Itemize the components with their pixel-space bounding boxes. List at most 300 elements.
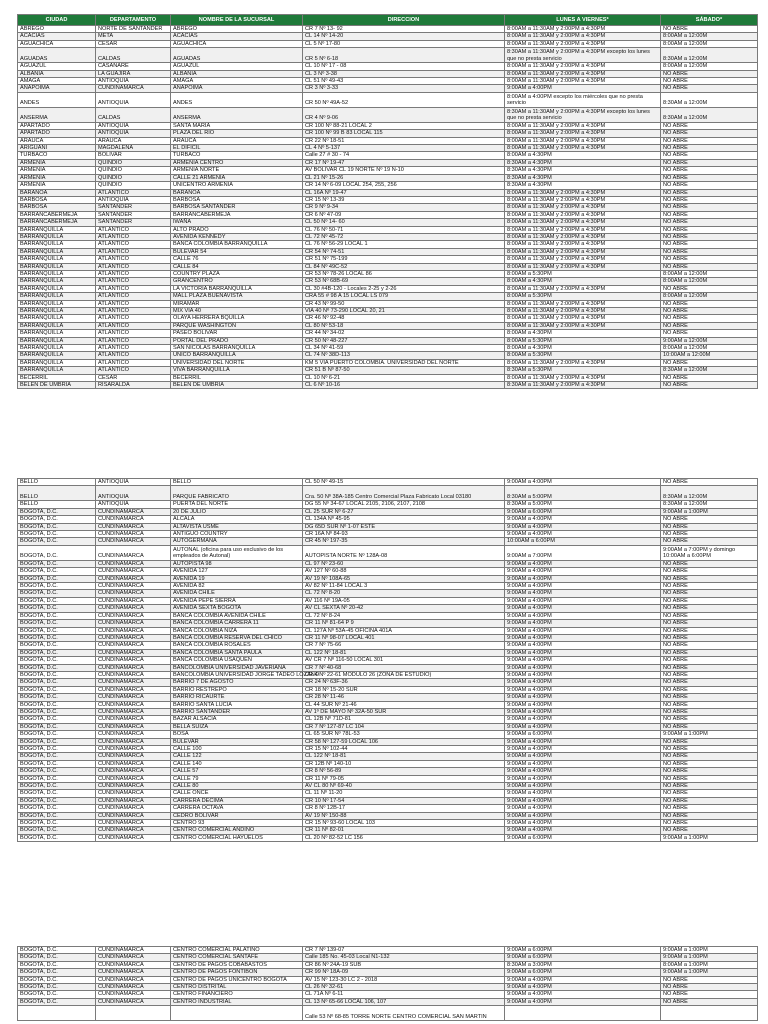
cell-lunes-a-viernes: 8:30AM a 11:30AM y 2:00PM a 4:30PM excepto los lunes que no presta servicio bbox=[505, 107, 661, 122]
table-row bbox=[18, 834, 758, 841]
table-row bbox=[18, 805, 758, 812]
cell-sucursal: AVENIDA 19 bbox=[171, 575, 303, 582]
cell-direccion: CL 25 SUR Nº 6-27 bbox=[303, 508, 505, 515]
cell-sabado: 9:00AM a 1:00PM bbox=[661, 834, 758, 841]
cell-sabado: NO ABRE bbox=[661, 701, 758, 708]
cell-departamento: CUNDINAMARCA bbox=[96, 686, 171, 693]
cell-sabado: NO ABRE bbox=[661, 679, 758, 686]
cell-departamento: CUNDINAMARCA bbox=[96, 671, 171, 678]
cell-sucursal: BANCA COLOMBIA BARRANQUILLA bbox=[171, 241, 303, 248]
cell-direccion: CR 43 Nº 99-50 bbox=[303, 300, 505, 307]
table-row bbox=[18, 827, 758, 834]
table-row bbox=[18, 374, 758, 381]
cell-lunes-a-viernes: 9:00AM a 4:00PM bbox=[505, 768, 661, 775]
cell-ciudad: BARRANQUILLA bbox=[18, 248, 96, 255]
cell-ciudad: AGUADAS bbox=[18, 48, 96, 63]
cell-sabado: NO ABRE bbox=[661, 226, 758, 233]
cell-sabado: 9:00AM a 7:00PM y domingo 10:00AM a 6:00PM bbox=[661, 545, 758, 560]
cell-departamento: CUNDINAMARCA bbox=[96, 85, 171, 92]
cell-sabado: 9:00AM a 1:00PM bbox=[661, 969, 758, 976]
cell-ciudad: BOGOTA, D.C. bbox=[18, 523, 96, 530]
cell-ciudad: ANAPOIMA bbox=[18, 85, 96, 92]
cell-departamento: CUNDINAMARCA bbox=[96, 984, 171, 991]
table-row bbox=[18, 167, 758, 174]
cell-departamento: CUNDINAMARCA bbox=[96, 575, 171, 582]
header-direccion: DIRECCION bbox=[303, 15, 505, 26]
cell-ciudad: BELEN DE UMBRIA bbox=[18, 382, 96, 389]
cell-departamento: CUNDINAMARCA bbox=[96, 657, 171, 664]
cell-sabado: NO ABRE bbox=[661, 790, 758, 797]
cell-departamento: MAGDALENA bbox=[96, 145, 171, 152]
cell-sabado: NO ABRE bbox=[661, 605, 758, 612]
cell-departamento: ANTIOQUIA bbox=[96, 501, 171, 508]
cell-lunes-a-viernes: 9:00AM a 4:00PM bbox=[505, 597, 661, 604]
cell-lunes-a-viernes: 8:00AM a 11:30AM y 2:00PM a 4:30PM bbox=[505, 211, 661, 218]
cell-sucursal: BULEVAR 54 bbox=[171, 248, 303, 255]
cell-departamento: ANTIOQUIA bbox=[96, 92, 171, 107]
cell-sabado: NO ABRE bbox=[661, 991, 758, 998]
cell-ciudad: BOGOTA, D.C. bbox=[18, 664, 96, 671]
table-row bbox=[18, 278, 758, 285]
cell-ciudad: BOGOTA, D.C. bbox=[18, 954, 96, 961]
cell-lunes-a-viernes: 9:00AM a 6:00PM bbox=[505, 508, 661, 515]
table-row bbox=[18, 969, 758, 976]
table-row bbox=[18, 501, 758, 508]
cell-sabado: NO ABRE bbox=[661, 359, 758, 366]
cell-lunes-a-viernes: 8:30AM a 11:30AM y 2:00PM a 4:30PM bbox=[505, 382, 661, 389]
cell-direccion: CL 5 Nº 17-80 bbox=[303, 40, 505, 47]
cell-sucursal: BANCA COLOMBIA AVENIDA CHILE bbox=[171, 612, 303, 619]
cell-lunes-a-viernes: 9:00AM a 7:00PM bbox=[505, 545, 661, 560]
cell-departamento: CUNDINAMARCA bbox=[96, 954, 171, 961]
cell-sucursal: BANCA COLOMBIA RESERVA DEL CHICO bbox=[171, 634, 303, 641]
cell-departamento: ATLANTICO bbox=[96, 248, 171, 255]
cell-direccion: CR 53 Nº 78-26 LOCAL 86 bbox=[303, 270, 505, 277]
cell-lunes-a-viernes: 9:00AM a 4:00PM bbox=[505, 605, 661, 612]
cell-sabado: NO ABRE bbox=[661, 322, 758, 329]
cell-lunes-a-viernes: 9:00AM a 6:00PM bbox=[505, 969, 661, 976]
cell-departamento: CUNDINAMARCA bbox=[96, 812, 171, 819]
table-row bbox=[18, 359, 758, 366]
cell-direccion: CL 122 Nº 18-81 bbox=[303, 649, 505, 656]
cell-sucursal: IWAÑA bbox=[171, 219, 303, 226]
cell-sucursal: BARBOSA SANTANDER bbox=[171, 204, 303, 211]
cell-departamento: SANTANDER bbox=[96, 204, 171, 211]
cell-ciudad: ABREGO bbox=[18, 26, 96, 33]
cell-ciudad: BARRANQUILLA bbox=[18, 226, 96, 233]
table-row bbox=[18, 627, 758, 634]
cell-direccion: CR 17 Nº 19-47 bbox=[303, 159, 505, 166]
cell-sucursal: BANCA COLOMBIA NIZA bbox=[171, 627, 303, 634]
cell-sabado: NO ABRE bbox=[661, 196, 758, 203]
table-row bbox=[18, 211, 758, 218]
cell-departamento: LA GUAJIRA bbox=[96, 70, 171, 77]
cell-departamento: ATLANTICO bbox=[96, 189, 171, 196]
cell-departamento: META bbox=[96, 33, 171, 40]
cell-ciudad: APARTADO bbox=[18, 130, 96, 137]
table-row bbox=[18, 130, 758, 137]
table-row bbox=[18, 315, 758, 322]
cell-sucursal: CALLE 79 bbox=[171, 775, 303, 782]
cell-direccion: CL 50 Nº 14- 60 bbox=[303, 219, 505, 226]
cell-lunes-a-viernes: 8:00AM a 11:30AM y 2:00PM a 4:30PM bbox=[505, 374, 661, 381]
cell-departamento: SANTANDER bbox=[96, 211, 171, 218]
cell-ciudad: BARRANQUILLA bbox=[18, 322, 96, 329]
table-row bbox=[18, 746, 758, 753]
cell-ciudad: BOGOTA, D.C. bbox=[18, 657, 96, 664]
cell-sabado: NO ABRE bbox=[661, 768, 758, 775]
cell-sabado: NO ABRE bbox=[661, 708, 758, 715]
cell-sabado: NO ABRE bbox=[661, 130, 758, 137]
table-row bbox=[18, 947, 758, 954]
table-row bbox=[18, 694, 758, 701]
table-row bbox=[18, 664, 758, 671]
cell-departamento: CUNDINAMARCA bbox=[96, 634, 171, 641]
cell-departamento: QUINDIO bbox=[96, 167, 171, 174]
cell-sabado: 8:00AM a 12:00M bbox=[661, 278, 758, 285]
table-row bbox=[18, 145, 758, 152]
cell-sabado: 8:00AM a 12:00M bbox=[661, 40, 758, 47]
table-row bbox=[18, 196, 758, 203]
table-row bbox=[18, 961, 758, 968]
table-row bbox=[18, 174, 758, 181]
table-row bbox=[18, 642, 758, 649]
cell-sabado: 9:00AM a 1:00PM bbox=[661, 947, 758, 954]
cell-sucursal: CARRERA DECIMA bbox=[171, 797, 303, 804]
cell-sabado: NO ABRE bbox=[661, 760, 758, 767]
cell-direccion: Cra. 50 Nº 38A-185 Centro Comercial Plaza Fabricato Local 03180 bbox=[303, 486, 505, 501]
cell-sucursal: BARANOA bbox=[171, 189, 303, 196]
cell-sabado: NO ABRE bbox=[661, 159, 758, 166]
cell-lunes-a-viernes: 8:00AM a 5:30PM bbox=[505, 270, 661, 277]
cell-sabado: NO ABRE bbox=[661, 516, 758, 523]
cell-lunes-a-viernes: 8:00AM a 11:30AM y 2:00PM a 4:30PM bbox=[505, 256, 661, 263]
table-row bbox=[18, 219, 758, 226]
cell-departamento: ANTIOQUIA bbox=[96, 130, 171, 137]
cell-sabado: 8:30AM a 12:00M bbox=[661, 48, 758, 63]
cell-direccion: CR 7 Nº 139-07 bbox=[303, 947, 505, 954]
table-row bbox=[18, 575, 758, 582]
cell-sucursal: CENTRO COMERCIAL SANTAFE bbox=[171, 954, 303, 961]
cell-departamento: CUNDINAMARCA bbox=[96, 827, 171, 834]
table-row bbox=[18, 649, 758, 656]
branches-table-section-3 bbox=[17, 946, 758, 1021]
cell-lunes-a-viernes: 9:00AM a 4:00PM bbox=[505, 642, 661, 649]
cell-sucursal: ALBANIA bbox=[171, 70, 303, 77]
header-lunes-a-viernes: LUNES A VIERNES* bbox=[505, 15, 661, 26]
cell-direccion: CL 50 Nº 49-15 bbox=[303, 479, 505, 486]
cell-sabado: NO ABRE bbox=[661, 382, 758, 389]
cell-sucursal: ANDES bbox=[171, 92, 303, 107]
cell-sucursal: EL DIFICIL bbox=[171, 145, 303, 152]
cell-direccion: CR 7 Nº 13- 92 bbox=[303, 26, 505, 33]
cell-direccion: CR 15 Nº 102-44 bbox=[303, 746, 505, 753]
cell-lunes-a-viernes: 9:00AM a 4:00PM bbox=[505, 679, 661, 686]
cell-direccion: CR 7 Nº 40-68 bbox=[303, 664, 505, 671]
cell-direccion: CR 12B Nº 140-10 bbox=[303, 760, 505, 767]
cell-departamento: CESAR bbox=[96, 40, 171, 47]
cell-sucursal: LA VICTORIA BARRANQUILLA bbox=[171, 285, 303, 292]
table-row bbox=[18, 508, 758, 515]
header-sabado: SÁBADO* bbox=[661, 15, 758, 26]
cell-sabado: NO ABRE bbox=[661, 174, 758, 181]
table-row bbox=[18, 560, 758, 567]
cell-direccion: CL 4 Nº 5-137 bbox=[303, 145, 505, 152]
table-row bbox=[18, 731, 758, 738]
cell-sucursal: CENTRO DE PAGOS COBABASTOS bbox=[171, 961, 303, 968]
cell-departamento: ATLANTICO bbox=[96, 308, 171, 315]
cell-lunes-a-viernes: 9:00AM a 4:00PM bbox=[505, 516, 661, 523]
cell-sabado: NO ABRE bbox=[661, 664, 758, 671]
cell-sucursal: ANTIGUO COUNTRY bbox=[171, 531, 303, 538]
cell-lunes-a-viernes: 9:00AM a 4:00PM bbox=[505, 479, 661, 486]
table-row bbox=[18, 620, 758, 627]
cell-sabado: NO ABRE bbox=[661, 263, 758, 270]
cell-direccion: CL 10 Nº 17 - 08 bbox=[303, 63, 505, 70]
cell-sucursal: GRANCENTRO bbox=[171, 278, 303, 285]
cell-sucursal: PARQUE WASHINGTON bbox=[171, 322, 303, 329]
cell-sabado: NO ABRE bbox=[661, 820, 758, 827]
cell-sabado: NO ABRE bbox=[661, 686, 758, 693]
cell-departamento: CUNDINAMARCA bbox=[96, 605, 171, 612]
cell-sucursal: BECERRIL bbox=[171, 374, 303, 381]
cell-lunes-a-viernes: 9:00AM a 4:00PM bbox=[505, 634, 661, 641]
cell-departamento: CUNDINAMARCA bbox=[96, 716, 171, 723]
cell-direccion: CR 46 Nº 92-48 bbox=[303, 315, 505, 322]
cell-sucursal: CENTRO COMERCIAL ANDINO bbox=[171, 827, 303, 834]
cell-ciudad: BOGOTA, D.C. bbox=[18, 545, 96, 560]
cell-ciudad: BARRANQUILLA bbox=[18, 233, 96, 240]
cell-sabado: 8:00AM a 12:00M bbox=[661, 270, 758, 277]
table-row bbox=[18, 812, 758, 819]
cell-departamento: CESAR bbox=[96, 374, 171, 381]
cell-lunes-a-viernes: 9:00AM a 4:00PM bbox=[505, 746, 661, 753]
table-row bbox=[18, 701, 758, 708]
cell-departamento: ANTIOQUIA bbox=[96, 486, 171, 501]
cell-departamento: CUNDINAMARCA bbox=[96, 738, 171, 745]
cell-lunes-a-viernes: 8:00AM a 4:30PM bbox=[505, 330, 661, 337]
cell-sabado: NO ABRE bbox=[661, 241, 758, 248]
table-row bbox=[18, 998, 758, 1005]
table-row bbox=[18, 760, 758, 767]
cell-direccion: AV 82 Nº 11-84 LOCAL 3 bbox=[303, 583, 505, 590]
cell-ciudad: BELLO bbox=[18, 479, 96, 486]
cell-ciudad: BOGOTA, D.C. bbox=[18, 612, 96, 619]
table-row bbox=[18, 367, 758, 374]
cell-sucursal: MALL PLAZA BUENAVISTA bbox=[171, 293, 303, 300]
table-row bbox=[18, 256, 758, 263]
cell-sucursal: CALLE 21 ARMENIA bbox=[171, 174, 303, 181]
cell-sucursal: BARBOSA bbox=[171, 196, 303, 203]
cell-sucursal: CEDRO BOLIVAR bbox=[171, 812, 303, 819]
cell-departamento: CUNDINAMARCA bbox=[96, 560, 171, 567]
cell-sabado: NO ABRE bbox=[661, 583, 758, 590]
cell-lunes-a-viernes: 9:00AM a 4:00PM bbox=[505, 531, 661, 538]
cell-departamento: CUNDINAMARCA bbox=[96, 701, 171, 708]
cell-lunes-a-viernes: 9:00AM a 4:00PM bbox=[505, 686, 661, 693]
cell-direccion: CL 97 Nº 23-60 bbox=[303, 560, 505, 567]
cell-sucursal: AUTOGERMANA bbox=[171, 538, 303, 545]
cell-sabado: NO ABRE bbox=[661, 694, 758, 701]
cell-ciudad: BOGOTA, D.C. bbox=[18, 568, 96, 575]
cell-departamento bbox=[96, 1006, 171, 1021]
cell-ciudad: BOGOTA, D.C. bbox=[18, 708, 96, 715]
cell-sucursal: BANCA COLOMBIA CARRERA 11 bbox=[171, 620, 303, 627]
cell-lunes-a-viernes: 8:00AM a 11:30AM y 2:00PM a 4:30PM bbox=[505, 70, 661, 77]
cell-ciudad: BARBOSA bbox=[18, 196, 96, 203]
cell-lunes-a-viernes: 9:00AM a 4:00PM bbox=[505, 85, 661, 92]
cell-lunes-a-viernes: 8:00AM a 11:30AM y 2:00PM a 4:30PM bbox=[505, 145, 661, 152]
cell-ciudad: ANDES bbox=[18, 92, 96, 107]
cell-lunes-a-viernes: 9:00AM a 4:00PM bbox=[505, 657, 661, 664]
cell-sabado: NO ABRE bbox=[661, 256, 758, 263]
cell-lunes-a-viernes: 8:30AM a 5:00PM bbox=[505, 486, 661, 501]
cell-sabado: NO ABRE bbox=[661, 753, 758, 760]
cell-lunes-a-viernes bbox=[505, 1006, 661, 1021]
cell-lunes-a-viernes: 9:00AM a 4:00PM bbox=[505, 820, 661, 827]
cell-sabado: NO ABRE bbox=[661, 167, 758, 174]
cell-sabado: NO ABRE bbox=[661, 211, 758, 218]
cell-sabado: 8:00AM a 1:00PM bbox=[661, 961, 758, 968]
cell-sabado: NO ABRE bbox=[661, 612, 758, 619]
table-body bbox=[18, 947, 758, 1021]
cell-sabado: NO ABRE bbox=[661, 976, 758, 983]
cell-direccion: CL 21 Nº 15-26 bbox=[303, 174, 505, 181]
cell-direccion: CR 100 Nº 88-21 LOCAL 2 bbox=[303, 122, 505, 129]
cell-departamento: ARAUCA bbox=[96, 137, 171, 144]
cell-lunes-a-viernes: 8:00AM a 5:30PM bbox=[505, 352, 661, 359]
cell-ciudad: BOGOTA, D.C. bbox=[18, 746, 96, 753]
cell-direccion: CR 44 Nº 34-02 bbox=[303, 330, 505, 337]
cell-lunes-a-viernes: 8:30AM a 4:30PM bbox=[505, 182, 661, 189]
cell-departamento: ATLANTICO bbox=[96, 315, 171, 322]
cell-ciudad: ARMENIA bbox=[18, 167, 96, 174]
cell-lunes-a-viernes: 8:30AM a 5:30PM bbox=[505, 367, 661, 374]
cell-departamento: CUNDINAMARCA bbox=[96, 753, 171, 760]
cell-direccion: CL 14 Nº 14-20 bbox=[303, 33, 505, 40]
cell-sabado: NO ABRE bbox=[661, 285, 758, 292]
cell-ciudad: BARRANCABERMEJA bbox=[18, 211, 96, 218]
cell-sucursal: ABREGO bbox=[171, 26, 303, 33]
cell-departamento: CUNDINAMARCA bbox=[96, 760, 171, 767]
table-row bbox=[18, 382, 758, 389]
cell-direccion: CL 122 Nº 18-81 bbox=[303, 753, 505, 760]
cell-lunes-a-viernes: 9:00AM a 4:00PM bbox=[505, 738, 661, 745]
cell-lunes-a-viernes: 9:00AM a 4:00PM bbox=[505, 701, 661, 708]
cell-lunes-a-viernes: 8:00AM a 5:30PM bbox=[505, 337, 661, 344]
cell-lunes-a-viernes: 9:00AM a 4:00PM bbox=[505, 583, 661, 590]
cell-ciudad: TURBACO bbox=[18, 152, 96, 159]
cell-sabado: NO ABRE bbox=[661, 219, 758, 226]
cell-lunes-a-viernes: 9:00AM a 4:00PM bbox=[505, 797, 661, 804]
cell-departamento: ANTIOQUIA bbox=[96, 122, 171, 129]
cell-direccion: CL 3 Nº 3-38 bbox=[303, 70, 505, 77]
cell-direccion: CL 72 Nº 8-20 bbox=[303, 590, 505, 597]
table-row bbox=[18, 605, 758, 612]
cell-sucursal: ARMENIA NORTE bbox=[171, 167, 303, 174]
cell-departamento: ATLANTICO bbox=[96, 285, 171, 292]
cell-sabado: NO ABRE bbox=[661, 783, 758, 790]
cell-ciudad: BOGOTA, D.C. bbox=[18, 590, 96, 597]
cell-sucursal: AGUAZUL bbox=[171, 63, 303, 70]
cell-sabado: NO ABRE bbox=[661, 330, 758, 337]
table-row bbox=[18, 270, 758, 277]
cell-ciudad: BARRANQUILLA bbox=[18, 270, 96, 277]
cell-sabado: NO ABRE bbox=[661, 620, 758, 627]
cell-ciudad: BARRANQUILLA bbox=[18, 367, 96, 374]
cell-sucursal: CALLE 122 bbox=[171, 753, 303, 760]
cell-sabado: NO ABRE bbox=[661, 627, 758, 634]
cell-lunes-a-viernes: 8:30AM a 4:30PM bbox=[505, 159, 661, 166]
cell-direccion: CR 7 Nº 75-66 bbox=[303, 642, 505, 649]
cell-sabado: NO ABRE bbox=[661, 568, 758, 575]
cell-departamento: ATLANTICO bbox=[96, 337, 171, 344]
cell-lunes-a-viernes: 9:00AM a 4:00PM bbox=[505, 805, 661, 812]
cell-sabado: NO ABRE bbox=[661, 531, 758, 538]
cell-direccion: CR 3 Nº 3-33 bbox=[303, 85, 505, 92]
cell-sucursal: AVENIDA KENNEDY bbox=[171, 233, 303, 240]
cell-departamento: ATLANTICO bbox=[96, 330, 171, 337]
cell-ciudad: BOGOTA, D.C. bbox=[18, 575, 96, 582]
table-row bbox=[18, 991, 758, 998]
cell-ciudad: BOGOTA, D.C. bbox=[18, 738, 96, 745]
cell-lunes-a-viernes: 8:00AM a 4:30PM bbox=[505, 345, 661, 352]
cell-lunes-a-viernes: 8:00AM a 11:30AM y 2:00PM a 4:30PM bbox=[505, 219, 661, 226]
cell-ciudad: ARMENIA bbox=[18, 182, 96, 189]
table-row bbox=[18, 590, 758, 597]
cell-sabado: NO ABRE bbox=[661, 657, 758, 664]
cell-ciudad: BARRANQUILLA bbox=[18, 345, 96, 352]
cell-direccion: CR 8 Nº 56-89 bbox=[303, 768, 505, 775]
cell-direccion: CL 10 Nº 6-21 bbox=[303, 374, 505, 381]
cell-ciudad: BOGOTA, D.C. bbox=[18, 597, 96, 604]
cell-sabado: NO ABRE bbox=[661, 78, 758, 85]
cell-departamento: ATLANTICO bbox=[96, 233, 171, 240]
table-row bbox=[18, 159, 758, 166]
cell-sucursal: CALLE 80 bbox=[171, 783, 303, 790]
cell-lunes-a-viernes: 9:00AM a 4:00PM bbox=[505, 664, 661, 671]
cell-sucursal: PLAZA DEL RIO bbox=[171, 130, 303, 137]
cell-ciudad: BOGOTA, D.C. bbox=[18, 538, 96, 545]
cell-sucursal: CENTRO DISTRITAL bbox=[171, 984, 303, 991]
cell-sabado: NO ABRE bbox=[661, 70, 758, 77]
cell-ciudad: BOGOTA, D.C. bbox=[18, 768, 96, 775]
cell-ciudad: BOGOTA, D.C. bbox=[18, 991, 96, 998]
cell-ciudad: BARRANQUILLA bbox=[18, 359, 96, 366]
table-row bbox=[18, 783, 758, 790]
cell-lunes-a-viernes: 8:00AM a 11:30AM y 2:00PM a 4:30PM bbox=[505, 40, 661, 47]
table-row bbox=[18, 308, 758, 315]
cell-sabado: NO ABRE bbox=[661, 152, 758, 159]
cell-sabado: 9:00AM a 12:00M bbox=[661, 337, 758, 344]
cell-sucursal: ALTO PRADO bbox=[171, 226, 303, 233]
cell-lunes-a-viernes: 8:00AM a 11:30AM y 2:00PM a 4:30PM bbox=[505, 359, 661, 366]
cell-direccion: CR 4 Nº 9-06 bbox=[303, 107, 505, 122]
cell-departamento: BOLIVAR bbox=[96, 152, 171, 159]
header-ciudad: CIUDAD bbox=[18, 15, 96, 26]
cell-departamento: ATLANTICO bbox=[96, 293, 171, 300]
cell-direccion: CL 12B Nº 71D-81 bbox=[303, 716, 505, 723]
cell-direccion: CR 51 B Nº 87-50 bbox=[303, 367, 505, 374]
table-row bbox=[18, 330, 758, 337]
cell-sucursal: CALLE 140 bbox=[171, 760, 303, 767]
cell-lunes-a-viernes: 8:00AM a 11:30AM y 2:00PM a 4:30PM bbox=[505, 315, 661, 322]
cell-departamento: CUNDINAMARCA bbox=[96, 538, 171, 545]
cell-ciudad: BOGOTA, D.C. bbox=[18, 605, 96, 612]
cell-departamento: CUNDINAMARCA bbox=[96, 708, 171, 715]
cell-departamento: CUNDINAMARCA bbox=[96, 642, 171, 649]
cell-sabado bbox=[661, 1006, 758, 1021]
